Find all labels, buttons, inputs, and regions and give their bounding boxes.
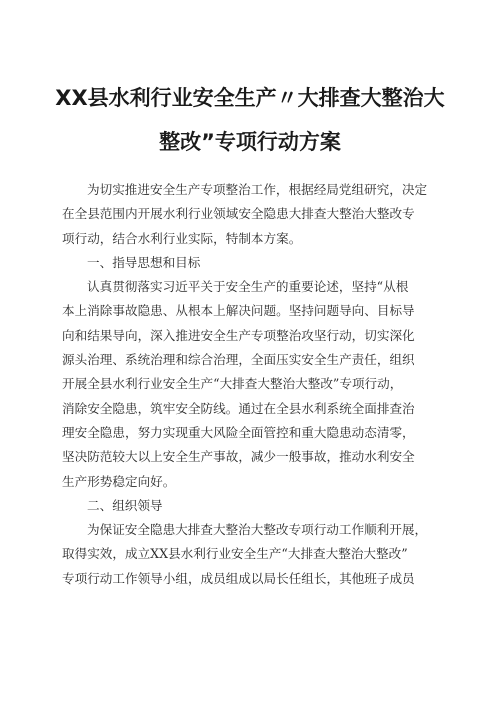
document-title-line-1: XX县水利行业安全生产〃大排查大整治大: [55, 86, 445, 110]
paragraph-line: 为切实推进安全生产专项整治工作，根据经局党组研究，决定: [87, 182, 428, 197]
paragraph-line: 项行动，结合水利行业实际，特制本方案。: [62, 230, 302, 246]
paragraph-line: 消除安全隐患，筑牢安全防线。通过在全县水利系统全面排查治: [62, 400, 415, 416]
paragraph-line: 坚决防范较大以上安全生产事故，减少一般事故，推动水利安全: [62, 449, 415, 465]
paragraph-line: 本上消除事故隐患、从根本上解决问题。坚持问题导向、目标导: [62, 303, 415, 319]
paragraph-line: 开展全县水利行业安全生产“大排查大整治大整改”专项行动，: [62, 376, 403, 392]
paragraph-line: 专项行动工作领导小组，成员组成以局长任组长，其他班子成员: [62, 570, 415, 586]
paragraph-line: 认真贯彻落实习近平关于安全生产的重要论述，坚持“从根: [87, 279, 409, 295]
section-heading-2: 二、组织领导: [87, 497, 163, 513]
paragraph-line: 理安全隐患，努力实现重大风险全面管控和重大隐患动态清零，: [62, 424, 415, 440]
paragraph-line: 源头治理、系统治理和综合治理，全面压实安全生产责任，组织: [62, 352, 415, 368]
paragraph-line: 生产形势稳定向好。: [62, 473, 176, 489]
section-heading-1: 一、指导思想和目标: [87, 254, 201, 270]
paragraph-line: 向和结果导向，深入推进安全生产专项整治攻坚行动，切实深化: [62, 327, 415, 343]
document-body: [62, 178, 442, 591]
document-title-line-2: 整改”专项行动方案: [159, 130, 341, 154]
paragraph-line: 为保证安全隐患大排查大整治大整改专项行动工作顺利开展，: [87, 522, 428, 538]
paragraph-line: 取得实效，成立XX县水利行业安全生产“大排查大整治大整改”: [62, 546, 408, 562]
paragraph-line: 在全县范围内开展水利行业领域安全隐患大排查大整治大整改专: [62, 206, 415, 222]
